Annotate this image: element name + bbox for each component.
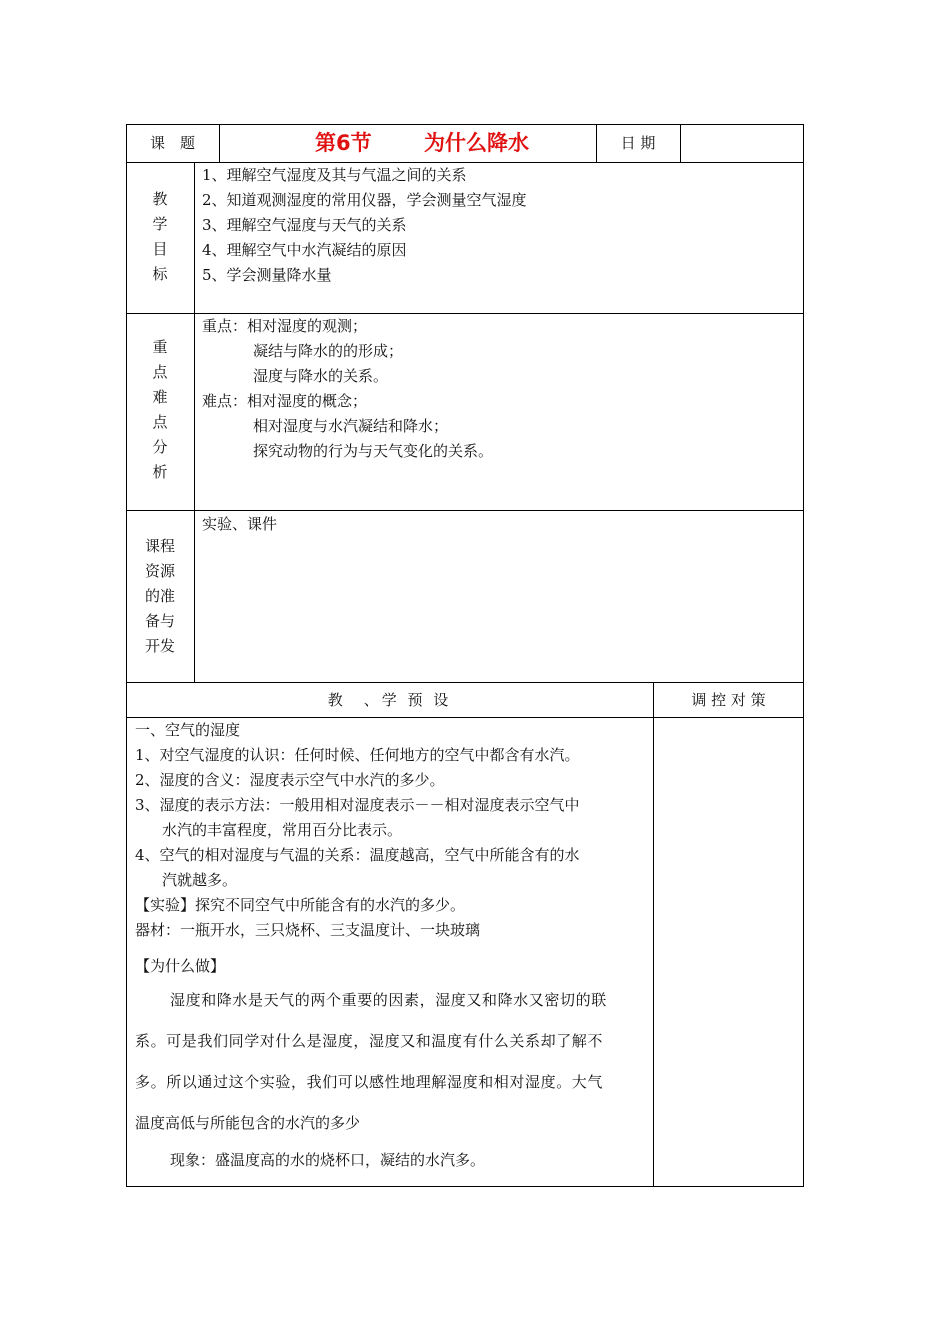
lesson-line: 4、空气的相对湿度与气温的关系：温度越高，空气中所能含有的水 (135, 846, 580, 864)
phenomenon-line: 现象：盛温度高的水的烧杯口，凝结的水汽多。 (170, 1151, 486, 1169)
why-paragraph-line: 湿度和降水是天气的两个重要的因素，湿度又和降水又密切的联 (170, 991, 607, 1009)
key-points-label-char: 点 (152, 363, 168, 381)
lesson-title-name: 为什么降水 (424, 131, 529, 155)
plan-column-header: 教 、学 预 设 (327, 691, 452, 709)
objectives-label-char: 目 (152, 240, 168, 258)
lesson-title-section: 第6节 (315, 131, 372, 155)
difficulty-line: 难点：相对湿度的概念； (202, 392, 368, 410)
objectives-label-char: 标 (152, 265, 168, 283)
key-point-line: 凝结与降水的的形成； (253, 342, 404, 360)
column-divider (680, 124, 681, 162)
lesson-line: 3、湿度的表示方法：一般用相对湿度表示－－相对湿度表示空气中 (135, 796, 580, 814)
row-divider (126, 510, 804, 511)
objectives-label-char: 学 (152, 215, 168, 233)
lesson-heading: 一、空气的湿度 (135, 721, 241, 739)
difficulty-line: 相对湿度与水汽凝结和降水； (253, 417, 449, 435)
row-divider (126, 682, 804, 683)
resources-label-line: 开发 (144, 637, 175, 655)
key-points-label-char: 重 (152, 338, 168, 356)
objective-item: 2、知道观测湿度的常用仪器，学会测量空气湿度 (202, 191, 527, 209)
difficulty-line: 探究动物的行为与天气变化的关系。 (253, 442, 494, 460)
resources-label (126, 534, 194, 659)
subject-label: 课 题 (149, 134, 195, 152)
key-points-label-char: 难 (152, 388, 168, 406)
resources-label-line: 备与 (144, 612, 175, 630)
lesson-line: 1、对空气湿度的认识：任何时候、任何地方的空气中都含有水汽。 (135, 746, 580, 764)
why-paragraph-line: 温度高低与所能包含的水汽的多少 (135, 1114, 361, 1132)
experiment-line: 【实验】探究不同空气中所能含有的水汽的多少。 (135, 896, 466, 914)
lesson-line: 水汽的丰富程度，常用百分比表示。 (162, 821, 403, 839)
key-points-label-char: 析 (152, 463, 168, 481)
lesson-line: 汽就越多。 (162, 871, 238, 889)
objectives-label (126, 187, 194, 287)
adjust-column-header: 调 控 对 策 (691, 691, 766, 709)
why-paragraph-line: 系。可是我们同学对什么是湿度，湿度又和温度有什么关系却了解不 (135, 1032, 604, 1050)
column-divider (219, 124, 220, 162)
objective-item: 5、学会测量降水量 (202, 266, 332, 284)
resources-content: 实验、课件 (202, 515, 278, 533)
key-points-label-char: 点 (152, 413, 168, 431)
objective-item: 3、理解空气湿度与天气的关系 (202, 216, 407, 234)
resources-label-line: 的准 (144, 587, 175, 605)
objective-item: 1、理解空气湿度及其与气温之间的关系 (202, 166, 467, 184)
resources-label-line: 资源 (144, 562, 175, 580)
resources-label-line: 课程 (144, 537, 175, 555)
lesson-line: 2、湿度的含义：湿度表示空气中水汽的多少。 (135, 771, 445, 789)
why-heading: 【为什么做】 (135, 957, 226, 975)
key-points-label-char: 分 (152, 438, 168, 456)
key-point-line: 湿度与降水的关系。 (253, 367, 389, 385)
date-label: 日 期 (620, 134, 656, 152)
key-points-label (126, 335, 194, 485)
why-paragraph-line: 多。所以通过这个实验，我们可以感性地理解湿度和相对湿度。大气 (135, 1073, 604, 1091)
objectives-label-char: 教 (152, 190, 168, 208)
column-divider (194, 162, 195, 682)
equipment-line: 器材：一瓶开水，三只烧杯、三支温度计、一块玻璃 (135, 921, 481, 939)
objective-item: 4、理解空气中水汽凝结的原因 (202, 241, 407, 259)
column-divider (653, 682, 654, 1187)
key-point-line: 重点：相对湿度的观测； (202, 317, 368, 335)
